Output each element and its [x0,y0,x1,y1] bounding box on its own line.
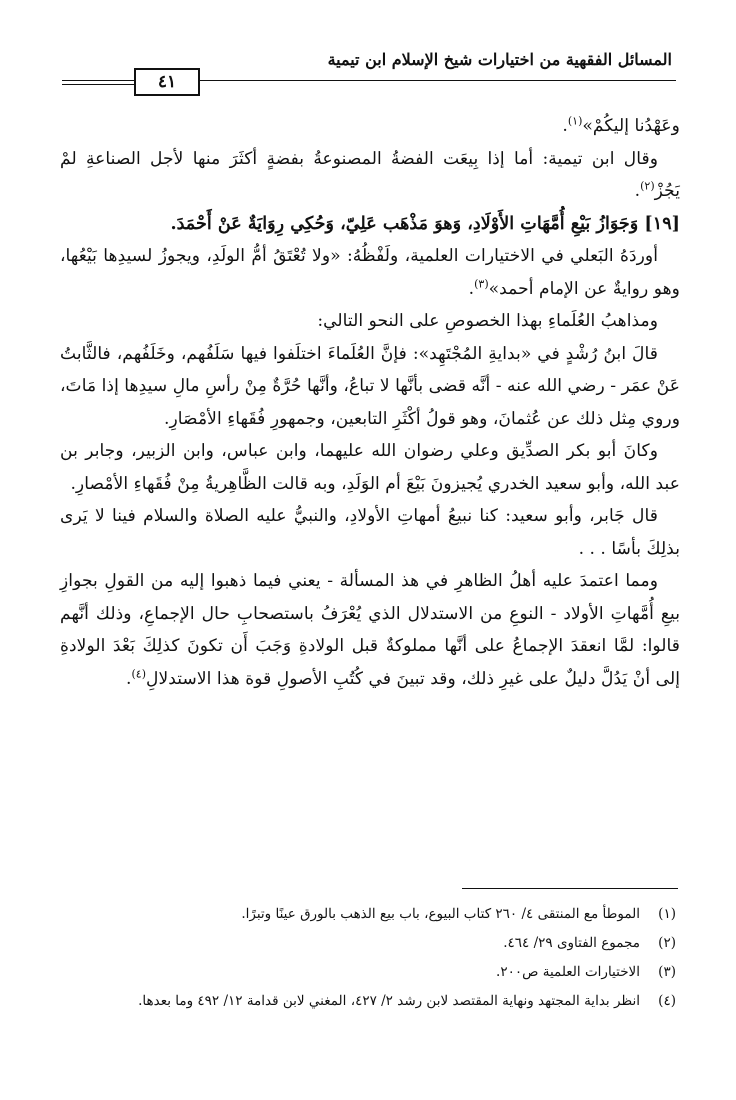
footnote-ref-4: (٤) [131,666,146,680]
footnote-3 [56,958,676,987]
footnote-number: (٣) [658,964,676,980]
footnote-4 [56,987,676,1016]
footnote-text: الاختيارات العلمية ص٢٠٠. [496,964,640,980]
footnote-number: (٢) [658,935,676,951]
paragraph-3: أوردَهُ البَعلي في الاختيارات العلمية، ولَفْظُهُ: «ولا تُعْتَقُ أمُّ الولَدِ، ويجوزُ لسيدِها بَيْعُها، وهو روايةٌ عن الإمام أحمد»$^{(٣)}$. [60,246,680,299]
footnote-ref-1: (١) [567,114,583,128]
footnote-1 [56,900,676,929]
section-heading-19: [١٩] وَجَوَازُ بَيْعِ أُمَّهَاتِ الأَوْلَادِ، وَهوَ مَذْهَب عَلِيّ، وَحُكِي رِوَايَةٌ عَنْ أَحْمَدَ. [170,212,680,234]
paragraph-2: وقال ابن تيمية: أما إذا بِيعَت الفضةُ المصنوعةُ بفضةٍ أكثَرَ منها لأجل الصناعةِ لمْ يَجُزْ$^{(٢)}$. [60,148,680,201]
paragraph-6: وكانَ أبو بكر الصدِّيق وعلي رضوان الله عليهما، وابن عباس، وابن الزبير، وجابر بن عبد الله، وأبو سعيد الخدري يُجيزونَ بَيْعَ أم الوَلَدِ، وبه قالت الظَّاهِريةُ مِنْ فُقَهاءِ الأمْصارِ. [60,441,680,494]
paragraph-1: وعَهْدُنا إليكُمْ»$^{(١)}$. [562,114,680,136]
paragraph-4: ومذاهبُ العُلَماءِ بهذا الخصوصِ على النحو التالي: [317,311,658,331]
footnote-number: (١) [658,906,676,922]
paragraph-5: قالَ ابنُ رُشْدٍ في «بدايةِ المُجْتَهِد»: فإنَّ العُلَماءَ اختلَفوا فيها سَلَفُهم، وخَلَفُهم، فالثَّابتُ عَنْ عمَر - رضي الله عنه - أنَّه قضى بأنَّها لا تباعُ، وأنَّها حُرَّةٌ مِنْ رأسِ مالِ سيدِها إذا مَاتَ، وروي مِثل ذلك عن عُثمانَ، وهو قولُ أكْثَرِ التابعين، وجمهورِ فُقَهاءِ الأمْصَارِ. [60,343,680,429]
footnote-number: (٤) [658,993,676,1009]
footnote-2 [56,929,676,958]
footnote-text: انظر بداية المجتهد ونهاية المقتصد لابن رشد ٢/ ٤٢٧، المغني لابن قدامة ١٢/ ٤٩٢ وما بعدها. [138,993,640,1009]
footnote-text: مجموع الفتاوى ٢٩/ ٤٦٤. [503,935,640,951]
page-number: ٤١ [134,68,200,96]
running-title: المسائل الفقهية من اختيارات شيخ الإسلام ابن تيمية [327,50,672,69]
page-header [62,44,676,100]
footnote-ref-2: (٢) [640,179,655,193]
footnote-ref-3: (٣) [474,276,489,290]
main-text [60,110,680,695]
paragraph-7: قال جَابر، وأبو سعيد: كنا نبيعُ أمهاتِ الأولادِ، والنبيُّ عليه الصلاة والسلام فينا لا يَرى بذلِكَ بأسًا . . . [60,506,680,559]
footnote-separator [462,888,678,889]
footnotes [56,900,676,1016]
paragraph-8: ومما اعتمدَ عليه أهلُ الظاهرِ في هذ المسألة - يعني فيما ذهبوا إليه من القولِ بجوازِ بيعِ أُمَّهاتِ الأولاد - النوعِ من الاستدلال الذي يُعْرَفُ باستصحابِ حال الإجماعِ، وذلك أنَّهم قالوا: لمَّا انعقدَ الإجماعُ على أنَّها مملوكةٌ قبل الولادةِ وَجَبَ أَن تكونَ كذلِكَ بَعْدَ الولادةِ إلى أنْ يَدُلَّ دليلٌ على غيرِ ذلك، وقد تبينَ في كُتُبِ الأصولِ قوة هذا الاستدلالِ$^{(٤)}$. [60,571,680,689]
footnote-text: الموطأ مع المنتقى ٤/ ٢٦٠ كتاب البيوع، باب بيع الذهب بالورق عينًا وتبرًا. [241,906,640,922]
